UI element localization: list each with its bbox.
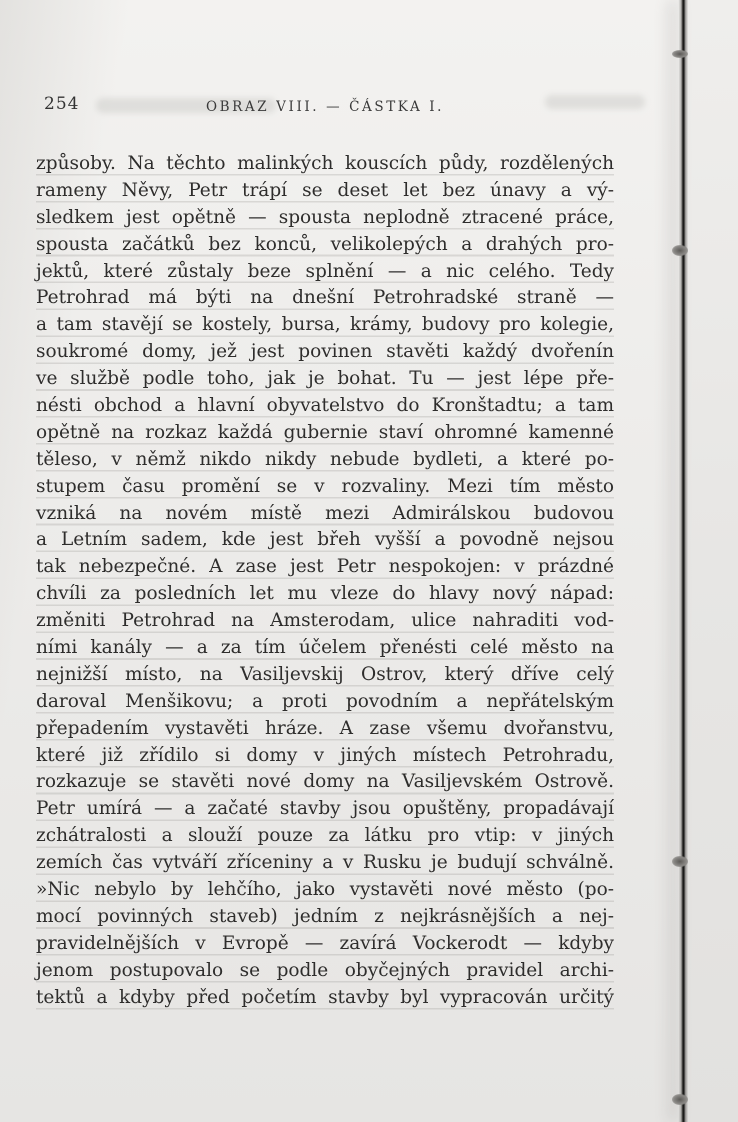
body-text-line: rozkazuje se stavěti nové domy na Vasiljevském Ostrově. bbox=[36, 771, 614, 793]
body-text-line: zemích čas vytváří zříceniny a v Rusku je budují schválně. bbox=[36, 852, 614, 874]
body-text-line: způsoby. Na těchto malinkých kouscích půdy, rozdělených bbox=[36, 153, 614, 174]
body-text-line: jektů, které zůstaly beze splnění — a nic celého. Tedy bbox=[36, 260, 614, 282]
body-text-line: chvíli za posledních let mu vleze do hlavy nový nápad: bbox=[36, 583, 614, 605]
body-text-line: a tam stavějí se kostely, bursa, krámy, budovy pro kolegie, bbox=[36, 314, 614, 336]
stitch-thread-knot bbox=[672, 1094, 688, 1105]
body-text-line: »Nic nebylo by lehčího, jako vystavěti nové město (po- bbox=[36, 879, 614, 901]
body-text-line: stupem času promění se v rozvaliny. Mezi tím město bbox=[36, 475, 614, 497]
stitch-thread-knot bbox=[672, 856, 688, 867]
body-text-line: nésti obchod a hlavní obyvatelstvo do Kronštadtu; a tam bbox=[36, 395, 614, 417]
stitch-thread-knot bbox=[672, 245, 688, 256]
stitch-thread-knot bbox=[672, 50, 688, 58]
body-text-line: a Letním sadem, kde jest břeh vyšší a povodně nejsou bbox=[36, 529, 614, 551]
body-text-line: daroval Menšikovu; a proti povodním a nepřátelským bbox=[36, 690, 614, 712]
body-text-line: Petr umírá — a začaté stavby jsou opuštěny, propadávají bbox=[36, 798, 614, 820]
body-text-line: mocí povinných staveb) jedním z nejkrásnějších a nej- bbox=[36, 905, 614, 927]
body-text-line: nejnižší místo, na Vasiljevskij Ostrov, který dříve celý bbox=[36, 663, 614, 685]
body-text-line: ve službě podle toho, jak je bohat. Tu — jest lépe pře- bbox=[36, 368, 614, 390]
page-number: 254 bbox=[44, 94, 80, 114]
body-text-line: jenom postupovalo se podle obyčejných pravidel archi- bbox=[36, 959, 614, 981]
body-text-line: soukromé domy, jež jest povinen stavěti každý dvořenín bbox=[36, 341, 614, 363]
body-text-line: opětně na rozkaz každá gubernie staví ohromné kamenné bbox=[36, 421, 614, 443]
binding-edge-line bbox=[678, 0, 688, 1122]
body-text-line: přepadením vystavěti hráze. A zase všemu dvořanstvu, bbox=[36, 717, 614, 739]
body-text-line: které již zřídilo si domy v jiných místech Petrohradu, bbox=[36, 744, 614, 766]
body-text-line: rameny Něvy, Petr trápí se deset let bez únavy a vý- bbox=[36, 179, 614, 201]
body-text-line: vzniká na novém místě mezi Admirálskou budovou bbox=[36, 502, 614, 524]
running-header: OBRAZ VIII. — ČÁSTKA I. bbox=[205, 99, 445, 115]
body-text-line: tak nebezpečné. A zase jest Petr nespokojen: v prázdné bbox=[36, 556, 614, 578]
body-text-line: tektů a kdyby před početím stavby byl vypracován určitý bbox=[36, 986, 614, 1008]
page-edge-margin bbox=[688, 0, 738, 1122]
body-text-line: změniti Petrohrad na Amsterodam, ulice nahraditi vod- bbox=[36, 610, 614, 632]
body-text-line: spousta začátků bez konců, velikolepých a drahých pro- bbox=[36, 233, 614, 255]
body-text bbox=[36, 151, 614, 1012]
body-text-line: ními kanály — a za tím účelem přenésti celé město na bbox=[36, 637, 614, 659]
body-text-line: Petrohrad má býti na dnešní Petrohradské straně — bbox=[36, 287, 614, 309]
body-text-line: zchátralosti a slouží pouze za látku pro vtip: v jiných bbox=[36, 825, 614, 847]
body-text-line: pravidelnějších v Evropě — zavírá Vockerodt — kdyby bbox=[36, 932, 614, 954]
body-text-line: těleso, v němž nikdo nikdy nebude bydleti, a které po- bbox=[36, 448, 614, 470]
body-text-line: sledkem jest opětně — spousta neplodně ztracené práce, bbox=[36, 206, 614, 228]
